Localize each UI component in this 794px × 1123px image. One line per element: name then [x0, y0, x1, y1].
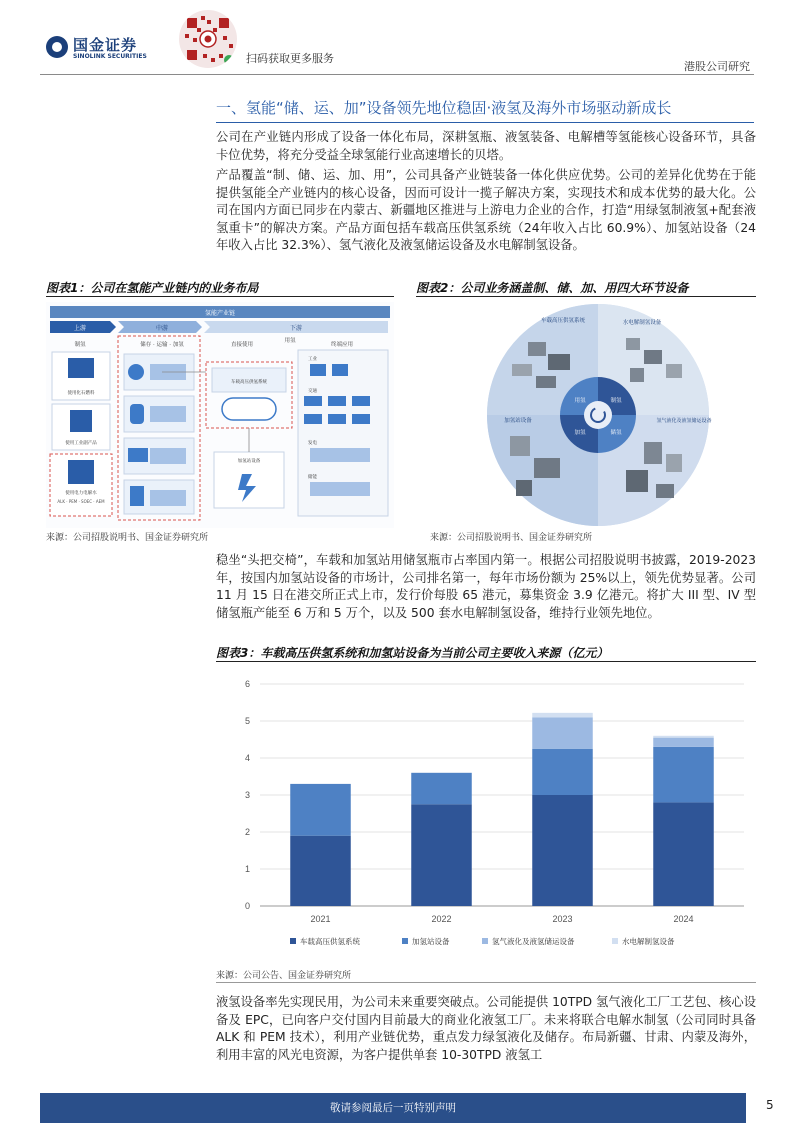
figure-3-source: 来源：公司公告、国金证券研究所 [216, 971, 352, 981]
bar-segment [532, 717, 593, 748]
storage-tank-icon [222, 398, 276, 420]
legend-label: 加氢站设备 [412, 937, 450, 946]
fig2-seg-br: 氢气液化及液氢储运设备 [656, 418, 712, 424]
figure-2-title: 图表2：公司业务涵盖制、储、加、用四大环节设备 [416, 281, 689, 295]
svg-text:ALK · PEM · SOEC · AEM: ALK · PEM · SOEC · AEM [57, 499, 105, 504]
legend-swatch [402, 938, 408, 944]
oil-pump-icon [68, 358, 94, 378]
figure-2-rule [416, 296, 756, 297]
bar-segment [653, 802, 714, 906]
legend-label: 氢气液化及液氢储运设备 [492, 937, 575, 946]
power-generation-box [310, 448, 370, 462]
paragraph-2: 产品覆盖“制、储、运、加、用”，公司具备产业链装备一体化供应优势。公司的差异化优势在于能提供氢能全产业链内的核心设备，因而可设计一揽子解决方案，实现技术和成本优势的最大化。公司在国内方面已同步在内蒙古、新疆地区推进与上游电力企业的合作，打造“用绿氢制液氢+配套液氢重卡”的解决方案。产品方面包括车载高压供氢系统（24年收入占比 60.9%）、加氢站设备（24 年收入占比 32.3%）、氢气液化及液氢储运设备及水电解制氢设备。 [216, 168, 756, 252]
svg-text:车载高压供氢系统: 车载高压供氢系统 [231, 380, 267, 385]
tanker-truck-icon [128, 448, 148, 462]
page-header [0, 0, 794, 75]
sinolink-logo-icon [46, 36, 68, 58]
y-tick-label: 3 [244, 790, 250, 800]
bar-segment [653, 747, 714, 803]
svg-text:使用工业副产品: 使用工业副产品 [65, 441, 97, 446]
fig1-col-end: 终端应用 [330, 342, 354, 348]
svg-text:制氢: 制氢 [610, 398, 622, 404]
fig1-stage-up-text: 上游 [73, 325, 87, 332]
legend-label: 水电解制氢设备 [622, 937, 675, 946]
page-number: 5 [766, 1098, 774, 1112]
fig1-stage-down-text: 下游 [289, 325, 303, 332]
y-tick-label: 4 [244, 753, 250, 763]
qr-code-icon[interactable] [179, 10, 237, 68]
report-type: 港股公司研究 [684, 60, 750, 73]
legend-label: 车载高压供氢系统 [300, 937, 360, 946]
svg-text:发电: 发电 [308, 441, 317, 446]
bar-segment [532, 713, 593, 717]
legend-swatch [612, 938, 618, 944]
svg-text:工业: 工业 [308, 357, 317, 362]
legend-swatch [482, 938, 488, 944]
svg-text:加氢站设备: 加氢站设备 [237, 459, 261, 464]
bar-segment [532, 749, 593, 795]
section-title: 一、氢能“储、运、加”设备领先地位稳固·液氢及海外市场驱动新成长 [216, 99, 672, 117]
truck-icon [304, 396, 322, 406]
bar-segment [411, 804, 472, 906]
y-tick-label: 6 [244, 679, 250, 689]
figure-2-diagram [430, 302, 756, 528]
svg-text:使用电力电解水: 使用电力电解水 [65, 491, 97, 496]
figure-3-rule [216, 661, 756, 662]
bar-segment [532, 795, 593, 906]
svg-text:交通: 交通 [308, 389, 317, 394]
energy-storage-box [310, 482, 370, 496]
footer-disclaimer[interactable]: 敬请参阅最后一页特别声明 [330, 1102, 456, 1114]
factory-icon [70, 410, 92, 432]
fig1-col-direct: 直接使用 [230, 342, 254, 348]
bar-segment [290, 784, 351, 836]
train-icon [304, 414, 322, 424]
fig1-col-prod: 制氢 [74, 342, 86, 348]
y-tick-label: 0 [244, 901, 250, 911]
legend-swatch [290, 938, 296, 944]
svg-text:储氢: 储氢 [610, 430, 622, 436]
svg-text:用氢: 用氢 [574, 398, 586, 404]
fig2-seg-tl: 车载高压供氢系统 [540, 318, 586, 324]
figure-2-source: 来源：公司招股说明书、国金证券研究所 [430, 533, 593, 543]
x-tick-label: 2022 [431, 914, 452, 924]
section-divider [216, 122, 754, 123]
industry-icon [310, 364, 326, 376]
bar-segment [290, 836, 351, 906]
figure-1-diagram [46, 302, 394, 528]
paragraph-3: 稳坐“头把交椅”，车载和加氢站用储氢瓶市占率国内第一。根据公司招股说明书披露，2019-2023 年，按国内加氢站设备的市场计，公司排名第一，每年市场份额为 25%以上，领先优势显著。公司 11 月 15 日在港交所正式上市，发行价每股 65 港元，募集资金 3.9 亿港元。将扩大 III 型、IV 型储氢瓶产能至 6 万和 5 万个，以及 500 套水电解制氢设备，维持行业领先地位。 [216, 553, 756, 620]
bar-segment [653, 738, 714, 747]
paragraph-1: 公司在产业链内形成了设备一体化布局，深耕氢瓶、液氢装备、电解槽等氢能核心设备环节，具备卡位优势，将充分受益全球氢能行业高速增长的贝塔。 [216, 130, 756, 162]
bar-segment [653, 736, 714, 738]
fig1-col-use: 用氢 [284, 338, 296, 344]
hydrogen-drop-icon [128, 364, 144, 380]
fig2-seg-tr: 水电解制氢设备 [622, 320, 662, 326]
header-divider [40, 74, 754, 75]
y-tick-label: 1 [244, 864, 250, 874]
x-tick-label: 2021 [310, 914, 331, 924]
fig1-banner-text: 氢能产业链 [204, 310, 236, 317]
industry-icon-2 [332, 364, 348, 376]
fig1-col-store: 储存 · 运输 · 加氢 [140, 342, 184, 348]
x-tick-label: 2024 [673, 914, 694, 924]
brand-name-en: SINOLINK SECURITIES [73, 53, 147, 60]
svg-text:使用化石燃料: 使用化石燃料 [67, 391, 95, 396]
cylinder-icon [130, 404, 144, 424]
figure-1-rule [46, 296, 394, 297]
y-tick-label: 5 [244, 716, 250, 726]
y-tick-label: 2 [244, 827, 250, 837]
svg-text:加氢: 加氢 [574, 430, 586, 436]
bar-segment [411, 773, 472, 804]
electrolyzer-icon [68, 460, 94, 484]
car-icon [352, 396, 370, 406]
svg-text:储能: 储能 [308, 475, 317, 480]
fig1-stage-mid-text: 中游 [155, 325, 169, 332]
figure-3-title: 图表3：车载高压供氢系统和加氢站设备为当前公司主要收入来源（亿元） [216, 646, 609, 660]
forklift-icon [328, 414, 346, 424]
qr-caption: 扫码获取更多服务 [246, 52, 334, 65]
bus-icon [328, 396, 346, 406]
fig2-center-circle [584, 401, 612, 429]
figure-1-source: 来源：公司招股说明书、国金证券研究所 [46, 533, 209, 543]
fig2-seg-bl: 加氢站设备 [504, 418, 532, 424]
x-tick-label: 2023 [552, 914, 573, 924]
ship-icon [352, 414, 370, 424]
pipeline-icon [130, 486, 144, 506]
brand-name-cn: 国金证券 [73, 36, 138, 54]
figure-3-bottom-rule [216, 982, 756, 983]
paragraph-4: 液氢设备率先实现民用，为公司未来重要突破点。公司能提供 10TPD 氢气液化工厂工艺包、核心设备及 EPC，已向客户交付国内目前最大的商业化液氢工厂。未来将联合电解水制氢（公司同时具备 ALK 和 PEM 技术），利用产业链优势，重点发力绿氢液化及储存。布局新疆、甘肃、内蒙及海外，利用丰富的风光电资源，为客户提供单套 10-30TPD 液氢工 [216, 995, 756, 1062]
figure-1-title: 图表1：公司在氢能产业链内的业务布局 [46, 281, 259, 295]
figure-3-chart [216, 664, 756, 964]
